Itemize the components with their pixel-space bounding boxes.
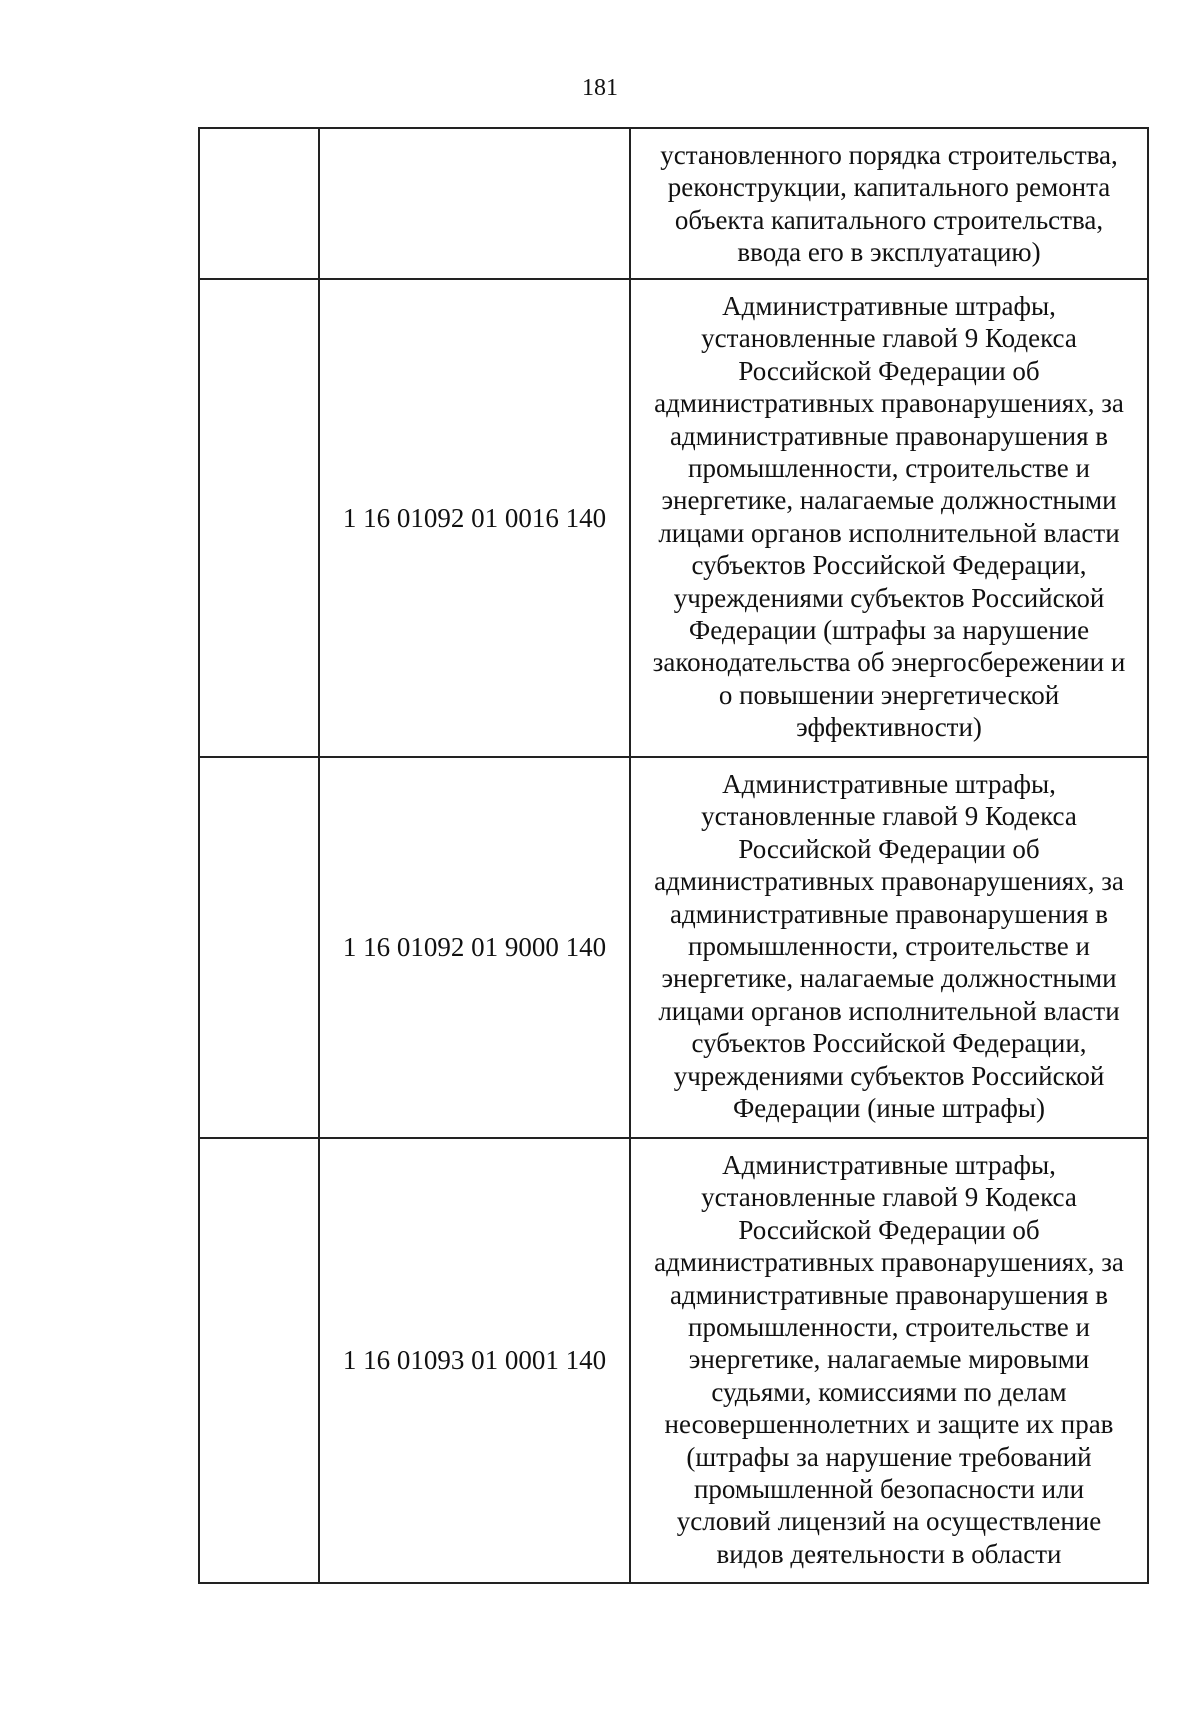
description-line: условий лицензий на осуществление bbox=[676, 1506, 1102, 1537]
description-line: законодательства об энергосбережении и bbox=[652, 647, 1126, 678]
row-number-cell bbox=[199, 128, 319, 279]
description-line: Административные штрафы, bbox=[722, 1150, 1056, 1180]
description-line: судьями, комиссиями по делам bbox=[711, 1376, 1067, 1407]
budget-code-cell bbox=[319, 128, 630, 279]
description-line: промышленности, строительстве и bbox=[688, 453, 1090, 484]
description-line: энергетике, налагаемые должностными bbox=[661, 963, 1117, 994]
budget-code-cell: 1 16 01092 01 9000 140 bbox=[319, 757, 630, 1138]
description-line: учреждениями субъектов Российской bbox=[673, 582, 1105, 613]
description-cell bbox=[630, 128, 1148, 279]
row-number-cell bbox=[199, 757, 319, 1138]
budget-codes-table bbox=[198, 127, 1149, 1584]
description-line: энергетике, налагаемые должностными bbox=[661, 485, 1117, 516]
description-line: установленные главой 9 Кодекса bbox=[701, 801, 1077, 832]
description-line: административных правонарушениях, за bbox=[654, 388, 1124, 419]
table-row bbox=[199, 757, 1148, 1138]
description-line: реконструкции, капитального ремонта bbox=[667, 172, 1111, 203]
description-line: Российской Федерации об bbox=[738, 833, 1040, 864]
budget-code-cell: 1 16 01093 01 0001 140 bbox=[319, 1138, 630, 1583]
description-line: (штрафы за нарушение требований bbox=[686, 1441, 1092, 1472]
description-cell bbox=[630, 757, 1148, 1138]
page-number: 181 bbox=[582, 75, 618, 101]
description-line: административных правонарушениях, за bbox=[654, 1247, 1124, 1278]
description-line: несовершеннолетних и защите их прав bbox=[664, 1409, 1114, 1440]
description-line: субъектов Российской Федерации, bbox=[691, 1028, 1087, 1059]
description-line: промышленной безопасности или bbox=[693, 1474, 1085, 1505]
row-number-cell bbox=[199, 1138, 319, 1583]
description-line: видов деятельности в области bbox=[716, 1538, 1062, 1569]
budget-code-cell: 1 16 01092 01 0016 140 bbox=[319, 279, 630, 757]
description-line: Административные штрафы, bbox=[722, 769, 1056, 799]
description-line: административные правонарушения в bbox=[669, 1279, 1109, 1310]
description-line: учреждениями субъектов Российской bbox=[673, 1060, 1105, 1091]
table-row bbox=[199, 128, 1148, 279]
row-number-cell bbox=[199, 279, 319, 757]
description-line: административные правонарушения в bbox=[669, 420, 1109, 451]
description-line: административных правонарушениях, за bbox=[654, 866, 1124, 897]
description-line: ввода его в эксплуатацию) bbox=[737, 237, 1041, 268]
description-line: лицами органов исполнительной власти bbox=[658, 995, 1120, 1026]
description-line: промышленности, строительстве и bbox=[688, 1312, 1090, 1343]
description-cell bbox=[630, 1138, 1148, 1583]
table-row bbox=[199, 1138, 1148, 1583]
description-cell bbox=[630, 279, 1148, 757]
table-row bbox=[199, 279, 1148, 757]
description-line: установленные главой 9 Кодекса bbox=[701, 323, 1077, 354]
description-line: Российской Федерации об bbox=[738, 355, 1040, 386]
description-line: о повышении энергетической bbox=[718, 679, 1060, 710]
description-line: Федерации (штрафы за нарушение bbox=[688, 615, 1090, 646]
description-line: установленного порядка строительства, bbox=[660, 140, 1118, 170]
description-line: административные правонарушения в bbox=[669, 898, 1109, 929]
description-line: объекта капитального строительства, bbox=[674, 204, 1104, 235]
description-line: субъектов Российской Федерации, bbox=[691, 550, 1087, 581]
description-line: установленные главой 9 Кодекса bbox=[701, 1182, 1077, 1213]
description-line: Административные штрафы, bbox=[722, 291, 1056, 321]
description-line: лицами органов исполнительной власти bbox=[658, 517, 1120, 548]
description-line: энергетике, налагаемые мировыми bbox=[688, 1344, 1090, 1375]
description-line: промышленности, строительстве и bbox=[688, 931, 1090, 962]
description-line: эффективности) bbox=[796, 712, 982, 743]
description-line: Федерации (иные штрафы) bbox=[732, 1093, 1046, 1124]
description-line: Российской Федерации об bbox=[738, 1214, 1040, 1245]
